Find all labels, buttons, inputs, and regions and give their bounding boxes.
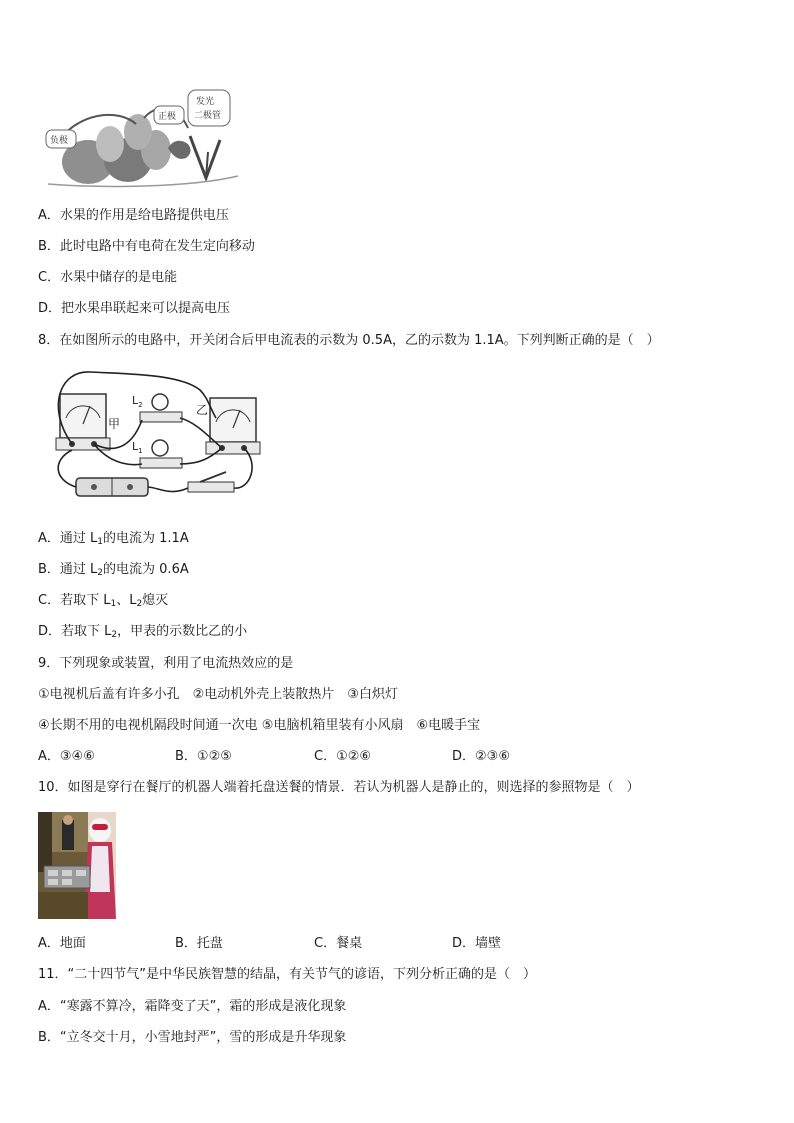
label-l2: $L_2$ bbox=[132, 394, 143, 409]
q10-option-b: B．托盘 bbox=[175, 936, 223, 951]
q9-items-line1: ①电视机后盖有许多小孔 ②电动机外壳上装散热片 ③白炽灯 bbox=[38, 687, 398, 702]
label-jia: 甲 bbox=[108, 417, 121, 431]
q7-option-a: A．水果的作用是给电路提供电压 bbox=[38, 208, 229, 223]
label-l1: $L_1$ bbox=[132, 440, 143, 455]
q8-option-a: A．通过 $L_1$的电流为 1.1A bbox=[38, 531, 189, 547]
q8-option-d: D．若取下 $L_2$，甲表的示数比乙的小 bbox=[38, 624, 248, 640]
q8-stem: 8．在如图所示的电路中，开关闭合后甲电流表的示数为 0.5A，乙的示数为 1.1A。下列判断正确的是（ ） bbox=[38, 333, 660, 348]
q9-items-line2: ④长期不用的电视机隔段时间通一次电 ⑤电脑机箱里装有小风扇 ⑥电暖手宝 bbox=[38, 718, 481, 733]
q7-option-d: D．把水果串联起来可以提高电压 bbox=[38, 301, 231, 316]
q10-option-c: C．餐桌 bbox=[314, 936, 363, 951]
robot-waiter-photo bbox=[38, 812, 116, 919]
q11-option-b: B．“立冬交十月，小雪地封严”，雪的形成是升华现象 bbox=[38, 1030, 347, 1045]
q7-option-b: B．此时电路中有电荷在发生定向移动 bbox=[38, 239, 255, 254]
switch bbox=[188, 482, 234, 492]
q9-option-a: A．③④⑥ bbox=[38, 749, 95, 764]
label-yi: 乙 bbox=[196, 403, 209, 417]
q10-option-a: A．地面 bbox=[38, 936, 86, 951]
circuit-figure bbox=[50, 368, 265, 506]
q7-option-c: C．水果中储存的是电能 bbox=[38, 270, 178, 285]
q9-stem: 9．下列现象或装置，利用了电流热效应的是 bbox=[38, 656, 294, 671]
q10-stem: 10．如图是穿行在餐厅的机器人端着托盘送餐的情景．若认为机器人是静止的，则选择的参照物是（ ） bbox=[38, 780, 640, 795]
label-led-line1: 发光 bbox=[196, 97, 215, 107]
q11-option-a: A．“寒露不算冷，霜降变了天”，霜的形成是液化现象 bbox=[38, 999, 347, 1014]
q8-option-c: C．若取下 $L_1$、$L_2$熄灭 bbox=[38, 593, 169, 609]
fruit-battery-figure bbox=[38, 88, 243, 190]
q9-option-c: C．①②⑥ bbox=[314, 749, 372, 764]
q11-stem: 11．“二十四节气”是中华民族智慧的结晶，有关节气的谚语，下列分析正确的是（ ） bbox=[38, 967, 537, 982]
q9-option-d: D．②③⑥ bbox=[452, 749, 510, 764]
q9-option-b: B．①②⑤ bbox=[175, 749, 232, 764]
label-positive: 正极 bbox=[158, 112, 177, 122]
q8-option-b: B．通过 $L_2$的电流为 0.6A bbox=[38, 562, 189, 578]
label-negative: 负极 bbox=[50, 136, 69, 146]
q10-option-d: D．墙壁 bbox=[452, 936, 502, 951]
label-led-line2: 二极管 bbox=[194, 111, 222, 121]
